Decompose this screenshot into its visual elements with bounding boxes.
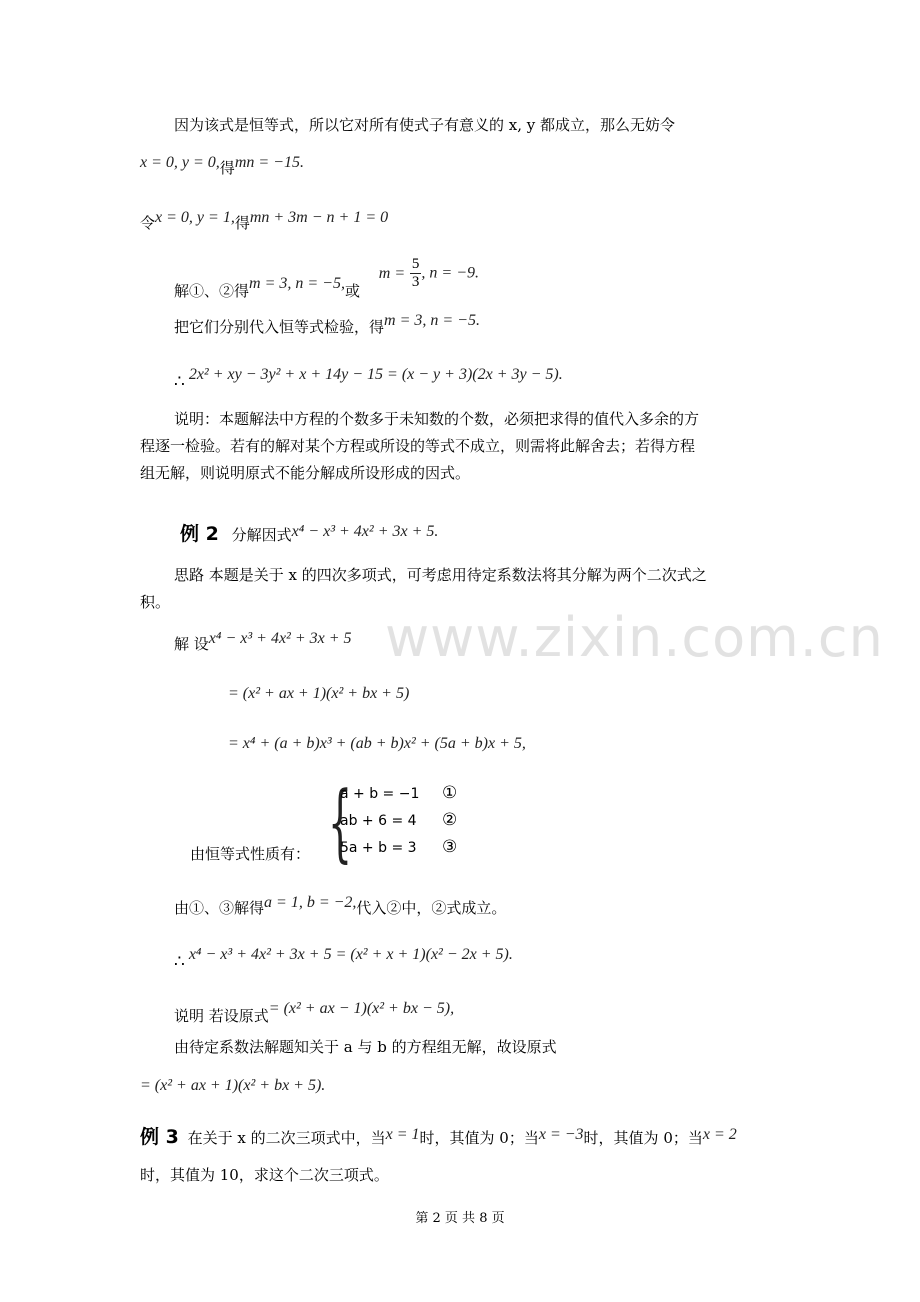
math-line: = x⁴ + (a + b)x³ + (ab + b)x² + (5a + b)x + 5, [228,735,526,752]
math: mn = −15. [234,154,304,171]
math-line [174,310,480,336]
text: 解①、②得 [174,281,250,300]
equation-label: ② [442,810,458,830]
fraction: $\frac{5}{3}$ [411,256,420,290]
math-line: = (x² + ax + 1)(x² + bx + 5) [228,685,410,702]
math: mn + 3m − n + 1 = 0 [249,209,389,226]
text: 时，其值为 0；当 [419,1129,539,1147]
therefore-symbol: ∴ [174,952,185,972]
math: x = 0, y = 1, [155,209,235,226]
text: 得 [219,159,235,177]
text: 分解因式 [231,526,292,544]
math-line [140,152,304,177]
left-brace: { [328,773,353,871]
equation-3: 5a + b = 3 [340,840,417,856]
text-line: 组无解，则说明原式不能分解成所设形成的因式。 [140,464,471,482]
text-line: 积。 [140,593,171,611]
text-line: 由待定系数法解题知关于 a 与 b 的方程组无解，故设原式 [174,1038,557,1056]
math: = (x² + ax − 1)(x² + bx − 5), [268,1000,455,1017]
example-heading [180,524,438,546]
text: 解 设 [174,635,209,653]
math: x = −3 [538,1126,584,1143]
math-line: = (x² + ax + 1)(x² + bx + 5). [140,1077,326,1094]
math: x⁴ − x³ + 4x² + 3x + 5. [291,523,439,540]
page-footer: 第 2 页 共 8 页 [415,1211,505,1226]
math: a = 1, b = −2, [264,894,357,911]
text: 由①、③解得 [174,899,265,917]
text: 得 [234,214,250,232]
example-heading [140,1127,737,1149]
math-line [174,998,455,1025]
math-line [174,632,352,653]
math: m = 3, n = −5. [384,312,480,329]
math-line [174,892,507,917]
math: x⁴ − x³ + 4x² + 3x + 5 [208,630,352,647]
therefore-symbol: ∴ [174,372,185,392]
math: x = 1 [385,1126,420,1143]
math: x⁴ − x³ + 4x² + 3x + 5 = (x² + x + 1)(x² − 2x + 5). [188,946,513,963]
text-line: 由恒等式性质有： [190,845,311,863]
text: 说明 若设原式 [174,1007,269,1025]
text-line: 因为该式是恒等式，所以它对所有使式子有意义的 x, y 都成立，那么无妨令 [174,116,676,134]
text: 或 [344,281,360,300]
text: 令 [140,214,156,232]
watermark: www.zixin.com.cn [385,606,884,669]
text: 代入②中，②式成立。 [356,899,507,917]
math: x = 0, y = 0, [140,154,220,171]
math-line [140,207,389,232]
math-line [174,364,563,392]
equation-2: ab + 6 = 4 [340,813,417,829]
math-line [174,944,513,972]
text: 时，其值为 0；当 [583,1129,703,1147]
text-line: 思路 本题是关于 x 的四次多项式，可考虑用待定系数法将其分解为两个二次式之 [174,566,707,584]
math: m = 3, n = −5, [249,274,345,292]
math: , n = −9. [421,264,479,282]
math: x = 2 [702,1126,737,1143]
text: 把它们分别代入恒等式检验，得 [174,318,385,336]
equation-1: a + b = −1 [340,786,420,802]
equation-label: ① [442,783,458,803]
math-line [174,256,479,300]
text: 在关于 x 的二次三项式中，当 [187,1129,386,1147]
math: 2x² + xy − 3y² + x + 14y − 15 = (x − y + 3)(2x + 3y − 5). [188,366,563,383]
equation-label: ③ [442,837,458,857]
text-line: 说明：本题解法中方程的个数多于未知数的个数，必须把求得的值代入多余的方 [174,410,700,428]
math: m = [378,264,406,282]
text-line: 时，其值为 10，求这个二次三项式。 [140,1166,389,1184]
text-line: 程逐一检验。若有的解对某个方程或所设的等式不成立，则需将此解舍去；若得方程 [140,437,696,455]
example-number: 例 3 [140,1126,179,1148]
example-number: 例 2 [180,523,219,545]
